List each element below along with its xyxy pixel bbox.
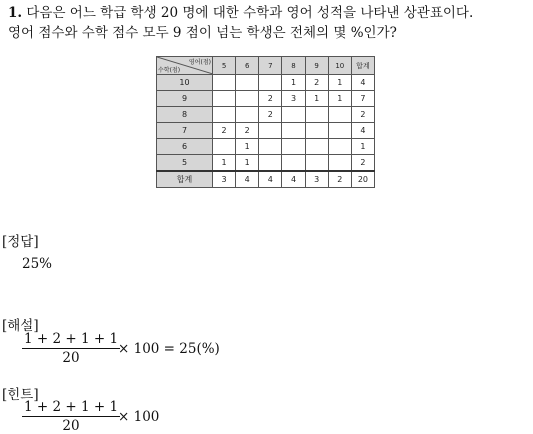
table-cell: 1 — [236, 155, 259, 172]
table-row — [157, 107, 375, 123]
question-number: 1. — [8, 5, 23, 21]
table-cell — [328, 123, 351, 139]
column-header: 5 — [213, 57, 236, 75]
table-cell: 1 — [236, 139, 259, 155]
table-corner-cell — [157, 57, 213, 75]
table-cell: 2 — [305, 75, 328, 91]
table-cell: 2 — [351, 155, 374, 172]
table-cell — [305, 139, 328, 155]
table-cell — [282, 139, 305, 155]
column-header: 6 — [236, 57, 259, 75]
table-cell — [213, 91, 236, 107]
table-row — [157, 91, 375, 107]
table-cell: 2 — [259, 107, 282, 123]
row-label: 9 — [157, 91, 213, 107]
hint-label: [힌트] — [2, 387, 39, 403]
column-header: 10 — [328, 57, 351, 75]
table-cell — [282, 107, 305, 123]
table-cell — [259, 155, 282, 172]
column-header: 7 — [259, 57, 282, 75]
table-cell — [305, 123, 328, 139]
column-header: 9 — [305, 57, 328, 75]
fraction-bar — [22, 348, 120, 349]
explanation-formula-tail: × 100 = 25(%) — [118, 341, 220, 357]
table-cell: 3 — [213, 171, 236, 188]
table-cell: 2 — [236, 123, 259, 139]
question-text-1: 다음은 어느 학급 학생 20 명에 대한 수학과 영어 성적을 나타낸 상관표이다. — [26, 5, 474, 21]
table-cell: 2 — [328, 171, 351, 188]
table-cell: 1 — [351, 139, 374, 155]
table-cell: 20 — [351, 171, 374, 188]
table-cell — [259, 123, 282, 139]
table-cell — [282, 155, 305, 172]
table-cell: 2 — [213, 123, 236, 139]
column-header: 8 — [282, 57, 305, 75]
table-cell: 3 — [282, 91, 305, 107]
table-cell: 7 — [351, 91, 374, 107]
hint-numerator: 1 + 2 + 1 + 1 — [24, 399, 119, 415]
table-cell: 1 — [282, 75, 305, 91]
corner-label-english: 영어(점) — [188, 59, 211, 66]
row-label: 8 — [157, 107, 213, 123]
row-label: 7 — [157, 123, 213, 139]
table-row — [157, 171, 375, 188]
explanation-label: [해설] — [2, 318, 39, 334]
hint-denominator: 20 — [62, 418, 80, 434]
table-row — [157, 123, 375, 139]
explanation-numerator: 1 + 2 + 1 + 1 — [24, 331, 119, 347]
question-line-1 — [8, 4, 473, 22]
table-cell — [328, 155, 351, 172]
table-row — [157, 75, 375, 91]
answer-label: [정답] — [2, 234, 39, 250]
row-label: 5 — [157, 155, 213, 172]
table-cell: 1 — [328, 91, 351, 107]
row-label: 6 — [157, 139, 213, 155]
table-cell — [213, 75, 236, 91]
row-label: 합계 — [157, 171, 213, 188]
table-cell — [213, 107, 236, 123]
table-header-row — [157, 57, 375, 75]
table-cell — [236, 75, 259, 91]
question-line-2: 영어 점수와 수학 점수 모두 9 점이 넘는 학생은 전체의 몇 %인가? — [8, 25, 397, 41]
row-label: 10 — [157, 75, 213, 91]
table-cell — [328, 107, 351, 123]
fraction-bar — [22, 416, 120, 417]
corner-label-math: 수학(점) — [158, 67, 181, 74]
answer-value: 25% — [22, 256, 53, 272]
explanation-fraction — [22, 331, 120, 366]
hint-fraction — [22, 399, 120, 434]
table-cell: 1 — [305, 91, 328, 107]
table-cell: 1 — [328, 75, 351, 91]
table-row — [157, 139, 375, 155]
table-cell: 1 — [213, 155, 236, 172]
table-cell: 2 — [259, 91, 282, 107]
explanation-denominator: 20 — [62, 350, 80, 366]
table-cell — [236, 107, 259, 123]
correlation-table — [156, 56, 375, 188]
column-header: 합계 — [351, 57, 374, 75]
table-cell — [259, 139, 282, 155]
table-cell — [305, 107, 328, 123]
table-cell: 3 — [305, 171, 328, 188]
table-cell — [328, 139, 351, 155]
table-cell: 4 — [351, 123, 374, 139]
table-cell — [259, 75, 282, 91]
table-cell — [213, 139, 236, 155]
table-cell: 4 — [236, 171, 259, 188]
table-cell: 4 — [351, 75, 374, 91]
table-cell: 2 — [351, 107, 374, 123]
hint-formula-tail: × 100 — [118, 409, 160, 425]
table-cell: 4 — [259, 171, 282, 188]
table-row — [157, 155, 375, 172]
table-cell — [305, 155, 328, 172]
table-cell — [282, 123, 305, 139]
table-cell: 4 — [282, 171, 305, 188]
table-cell — [236, 91, 259, 107]
